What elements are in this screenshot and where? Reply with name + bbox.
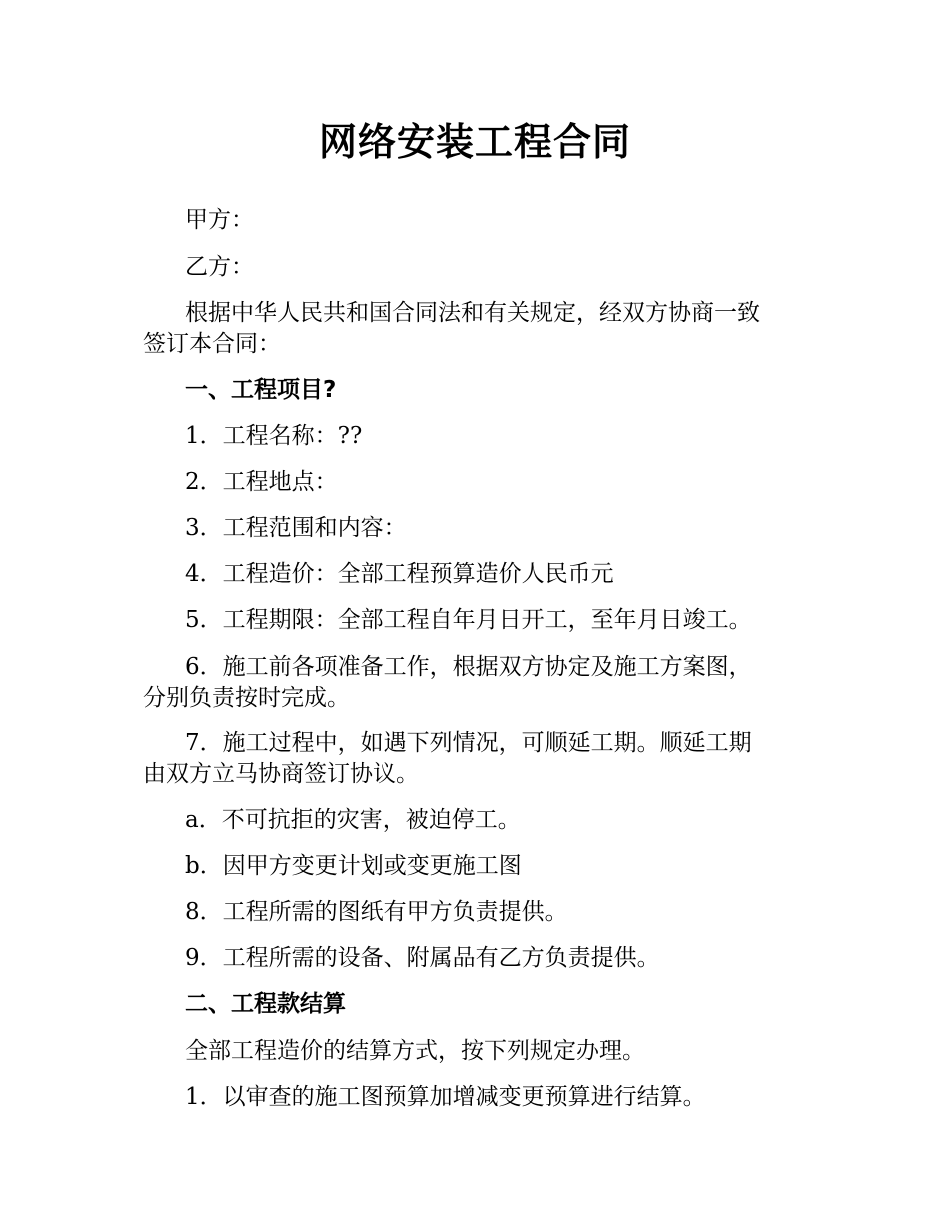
section2-intro: 全部工程造价的结算方式，按下列规定办理。 <box>185 1038 645 1064</box>
section1-heading: 一、工程项目? <box>185 377 337 403</box>
section1-item-b: b．因甲方变更计划或变更施工图 <box>185 853 522 879</box>
section1-item4: 4．工程造价：全部工程预算造价人民币元 <box>185 561 614 587</box>
section1-item6-line1: 6．施工前各项准备工作，根据双方协定及施工方案图， <box>185 654 752 680</box>
section1-item7-line1: 7．施工过程中，如遇下列情况，可顺延工期。顺延工期 <box>185 730 752 756</box>
section1-item5: 5．工程期限：全部工程自年月日开工，至年月日竣工。 <box>185 607 752 633</box>
section1-item1: 1．工程名称：?? <box>185 423 363 449</box>
section2-heading: 二、工程款结算 <box>185 991 346 1017</box>
intro-paragraph-line1: 根据中华人民共和国合同法和有关规定，经双方协商一致 <box>185 300 760 326</box>
section1-item-a: a．不可抗拒的灾害，被迫停工。 <box>185 807 521 833</box>
section1-item7-line2: 由双方立马协商签订协议。 <box>143 761 419 787</box>
party-b-label: 乙方： <box>185 254 254 280</box>
section1-item8: 8．工程所需的图纸有甲方负责提供。 <box>185 899 568 925</box>
section1-item9: 9．工程所需的设备、附属品有乙方负责提供。 <box>185 945 660 971</box>
section1-item3: 3．工程范围和内容： <box>185 515 407 541</box>
intro-paragraph-line2: 签订本合同： <box>143 331 281 357</box>
section1-item2: 2．工程地点： <box>185 469 338 495</box>
party-a-label: 甲方： <box>185 207 254 233</box>
section2-item1: 1．以审查的施工图预算加增减变更预算进行结算。 <box>185 1084 706 1110</box>
section1-item6-line2: 分别负责按时完成。 <box>143 685 350 711</box>
document-title: 网络安装工程合同 <box>318 120 631 164</box>
